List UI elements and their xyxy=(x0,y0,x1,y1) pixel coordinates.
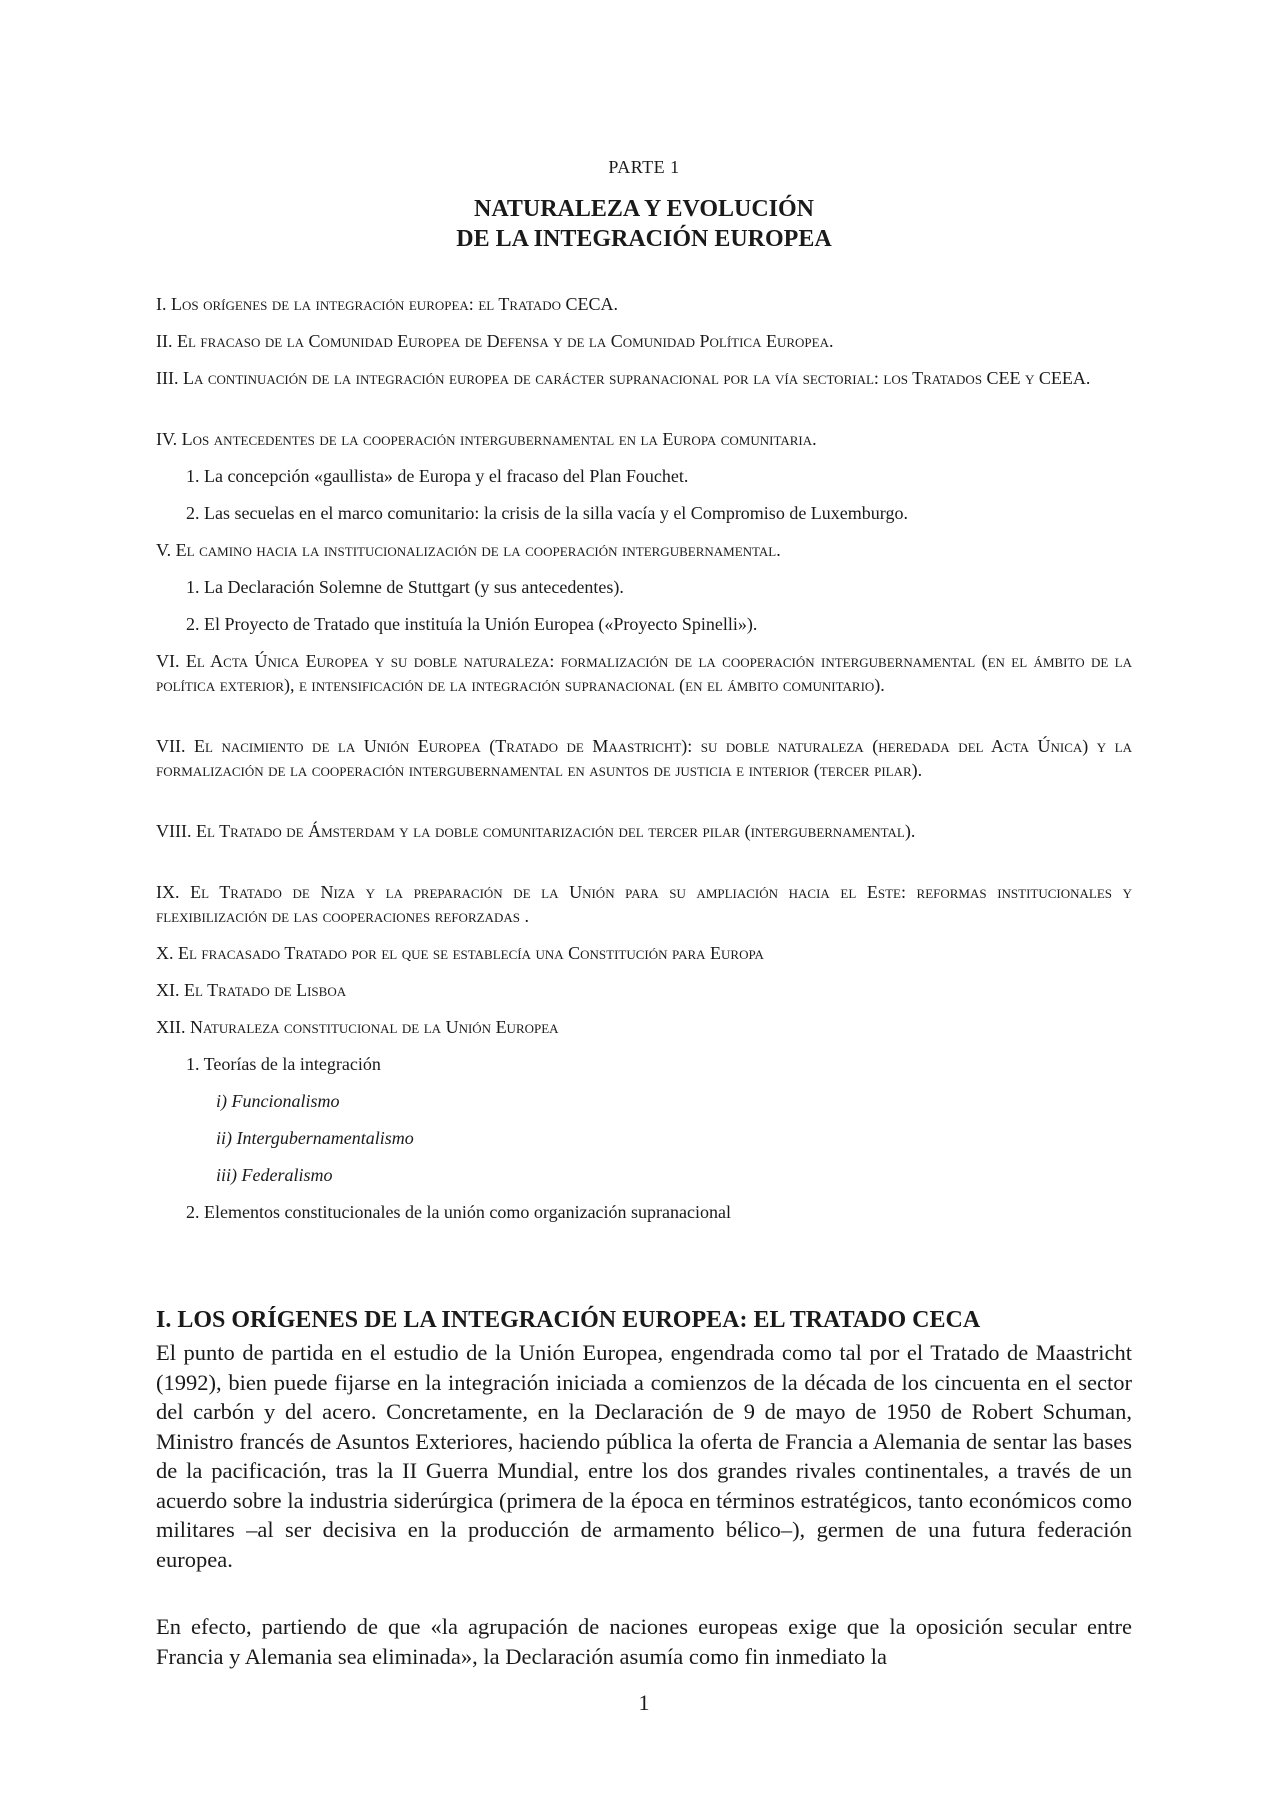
body-paragraph-1: El punto de partida en el estudio de la Unión Europea, engendrada como tal por el Tratado de Maastricht (1992), bien puede fijarse en la integración iniciada a comienzos de la década de los cincuenta en el sector del carbón y del acero. Concretamente, en la Declaración de 9 de mayo de 1950 de Robert Schuman, Ministro francés de Asuntos Exteriores, haciendo pública la oferta de Francia a Alemania de sentar las bases de la pacificación, tras la II Guerra Mundial, entre los dos grandes rivales continentales, a través de un acuerdo sobre la industria siderúrgica (primera de la época en términos estratégicos, tanto económicos como militares –al ser decisiva en la producción de armamento bélico–), germen de una futura federación europea. xyxy=(156,1340,1132,1572)
toc-item-viii: VIII. El Tratado de Ámsterdam y la doble comunitarización del tercer pilar (intergubernamental). xyxy=(156,821,916,841)
toc-subitem-xii-1-i: i) Funcionalismo xyxy=(216,1091,340,1111)
toc-subitem-xii-1-iii: iii) Federalismo xyxy=(216,1165,333,1185)
toc-item-x: X. El fracasado Tratado por el que se establecía una Constitución para Europa xyxy=(156,943,764,963)
toc-subitem-xii-1-ii: ii) Intergubernamentalismo xyxy=(216,1128,414,1148)
toc-subitem-xii-1: 1. Teorías de la integración xyxy=(186,1054,381,1074)
toc-item-vi: VI. El Acta Única Europea y su doble naturaleza: formalización de la cooperación intergubernamental (en el ámbito de la política exterior), e intensificación de la integración supranacional (en el ámbito comunitario). xyxy=(156,651,1132,695)
toc-subitem-xii-2: 2. Elementos constitucionales de la unión como organización supranacional xyxy=(186,1202,732,1222)
body-paragraph-2: En efecto, partiendo de que «la agrupación de naciones europeas exige que la oposición secular entre Francia y Alemania sea eliminada», la Declaración asumía como fin inmediato la xyxy=(156,1614,1132,1669)
page-number: 1 xyxy=(638,1690,650,1715)
toc-item-i: I. Los orígenes de la integración europea: el Tratado CECA. xyxy=(156,294,619,314)
toc-subitem-iv-1: 1. La concepción «gaullista» de Europa y el fracaso del Plan Fouchet. xyxy=(186,466,689,486)
toc-item-ix: IX. El Tratado de Niza y la preparación de la Unión para su ampliación hacia el Este: reformas institucionales y flexibilización de las cooperaciones reforzadas . xyxy=(156,882,1132,926)
toc-subitem-v-1: 1. La Declaración Solemne de Stuttgart (y sus antecedentes). xyxy=(186,577,624,597)
toc-item-vii: VII. El nacimiento de la Unión Europea (Tratado de Maastricht): su doble naturaleza (heredada del Acta Única) y la formalización de la cooperación intergubernamental en asuntos de justicia e interior (tercer pilar). xyxy=(156,736,1132,780)
part-title-line-2: DE LA INTEGRACIÓN EUROPEA xyxy=(456,226,832,252)
toc-item-xii: XII. Naturaleza constitucional de la Unión Europea xyxy=(156,1017,559,1037)
toc-item-iii: III. La continuación de la integración europea de carácter supranacional por la vía sectorial: los Tratados CEE y CEEA. xyxy=(156,368,1091,388)
toc-item-ii: II. El fracaso de la Comunidad Europea de Defensa y de la Comunidad Política Europea. xyxy=(156,331,834,351)
toc-subitem-iv-2: 2. Las secuelas en el marco comunitario: la crisis de la silla vacía y el Compromiso de Luxemburgo. xyxy=(186,503,908,523)
toc-item-iv: IV. Los antecedentes de la cooperación intergubernamental en la Europa comunitaria. xyxy=(156,429,817,449)
toc-item-xi: XI. El Tratado de Lisboa xyxy=(156,980,347,1000)
toc-subitem-v-2: 2. El Proyecto de Tratado que instituía la Unión Europea («Proyecto Spinelli»). xyxy=(186,614,758,634)
toc-item-v: V. El camino hacia la institucionalización de la cooperación intergubernamental. xyxy=(156,540,781,560)
part-title-line-1: NATURALEZA Y EVOLUCIÓN xyxy=(473,196,814,222)
section-heading: I. LOS ORÍGENES DE LA INTEGRACIÓN EUROPEA: EL TRATADO CECA xyxy=(156,1307,981,1333)
part-label: PARTE 1 xyxy=(608,157,680,177)
part-title xyxy=(156,194,1132,254)
